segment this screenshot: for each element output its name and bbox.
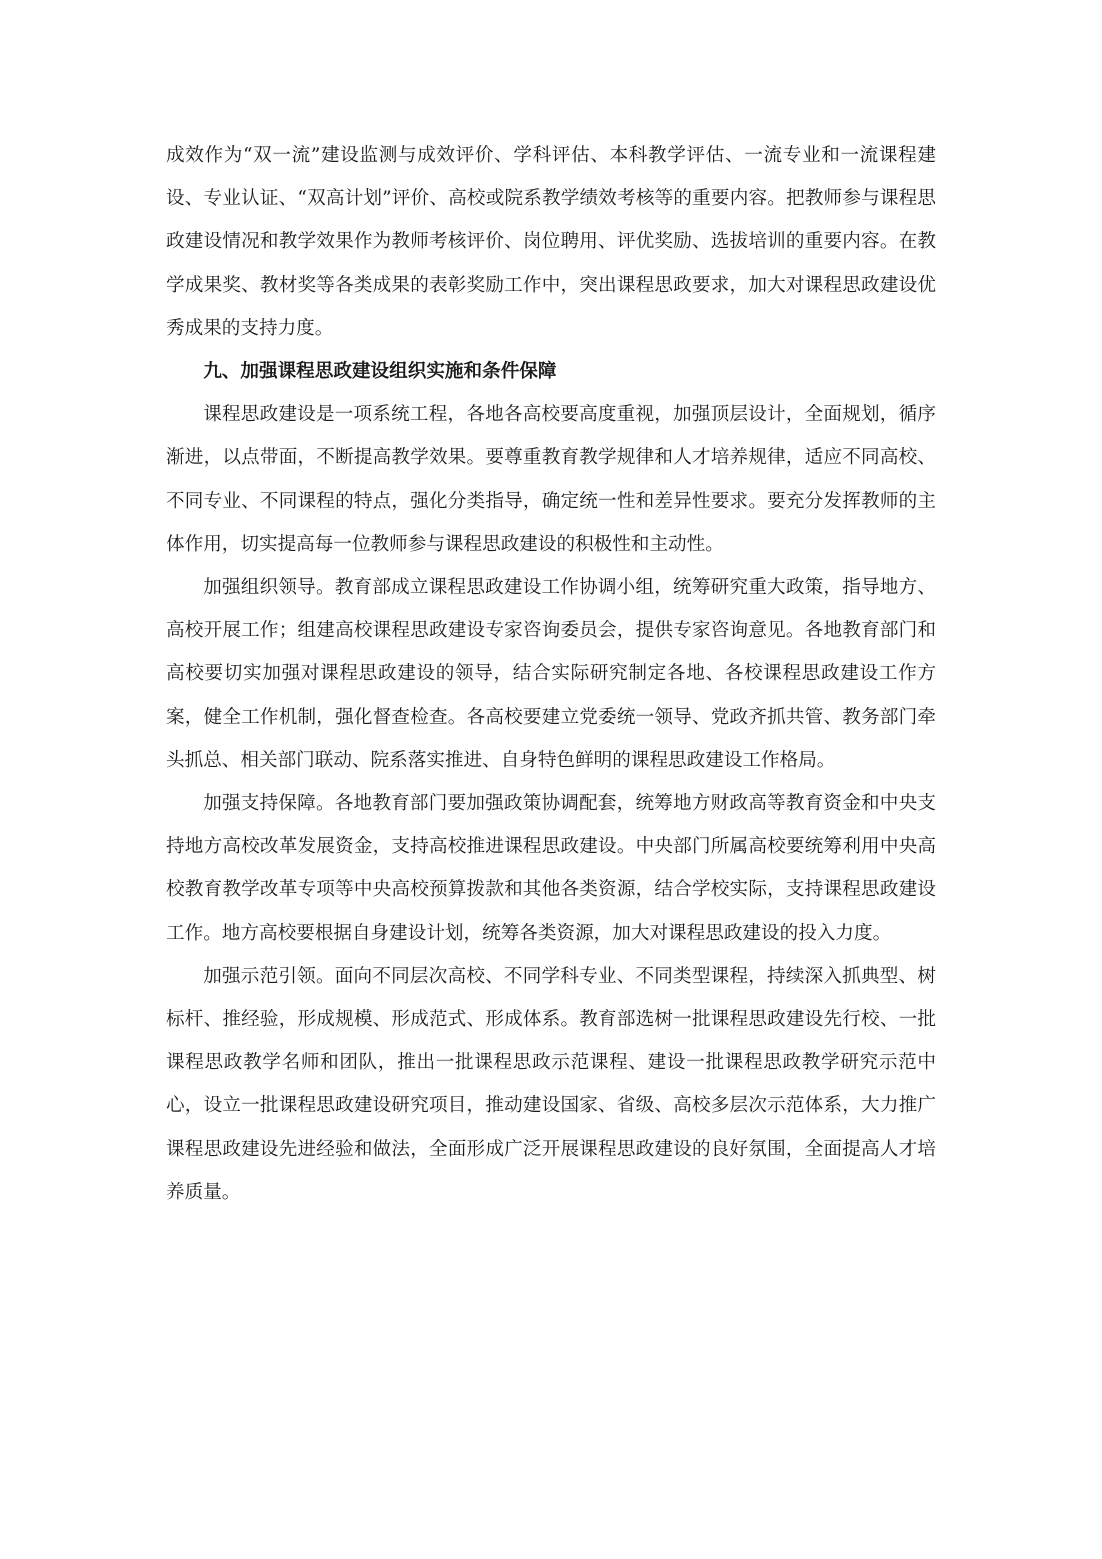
paragraph-system-engineering: 课程思政建设是一项系统工程，各地各高校要高度重视，加强顶层设计，全面规划，循序渐进，以点带面，不断提高教学效果。要尊重教育教学规律和人才培养规律，适应不同高校、不同专业、不同课程的特点，强化分类指导，确定统一性和差异性要求。要充分发挥教师的主体作用，切实提高每一位教师参与课程思政建设的积极性和主动性。: [166, 404, 936, 555]
section-heading: 九、加强课程思政建设组织实施和条件保障: [203, 361, 557, 383]
document-page: [166, 134, 936, 1214]
paragraph-demonstration-leading: 加强示范引领。面向不同层次高校、不同学科专业、不同类型课程，持续深入抓典型、树标杆、推经验，形成规模、形成范式、形成体系。教育部选树一批课程思政建设先行校、一批课程思政教学名师和团队，推出一批课程思政示范课程、建设一批课程思政教学研究示范中心，设立一批课程思政建设研究项目，推动建设国家、省级、高校多层次示范体系，大力推广课程思政建设先进经验和做法，全面形成广泛开展课程思政建设的良好氛围，全面提高人才培养质量。: [166, 965, 936, 1203]
paragraph-intro: 成效作为“双一流”建设监测与成效评价、学科评估、本科教学评估、一流专业和一流课程建设、专业认证、“双高计划”评价、高校或院系教学绩效考核等的重要内容。把教师参与课程思政建设情况和教学效果作为教师考核评价、岗位聘用、评优奖励、选拔培训的重要内容。在教学成果奖、教材奖等各类成果的表彰奖励工作中，突出课程思政要求，加大对课程思政建设优秀成果的支持力度。: [166, 145, 936, 339]
paragraph-organization-leadership: 加强组织领导。教育部成立课程思政建设工作协调小组，统筹研究重大政策，指导地方、高校开展工作；组建高校课程思政建设专家咨询委员会，提供专家咨询意见。各地教育部门和高校要切实加强对课程思政建设的领导，结合实际研究制定各地、各校课程思政建设工作方案，健全工作机制，强化督查检查。各高校要建立党委统一领导、党政齐抓共管、教务部门牵头抓总、相关部门联动、院系落实推进、自身特色鲜明的课程思政建设工作格局。: [166, 577, 936, 771]
paragraph-support-guarantee: 加强支持保障。各地教育部门要加强政策协调配套，统筹地方财政高等教育资金和中央支持地方高校改革发展资金，支持高校推进课程思政建设。中央部门所属高校要统筹利用中央高校教育教学改革专项等中央高校预算拨款和其他各类资源，结合学校实际，支持课程思政建设工作。地方高校要根据自身建设计划，统筹各类资源，加大对课程思政建设的投入力度。: [166, 793, 936, 944]
